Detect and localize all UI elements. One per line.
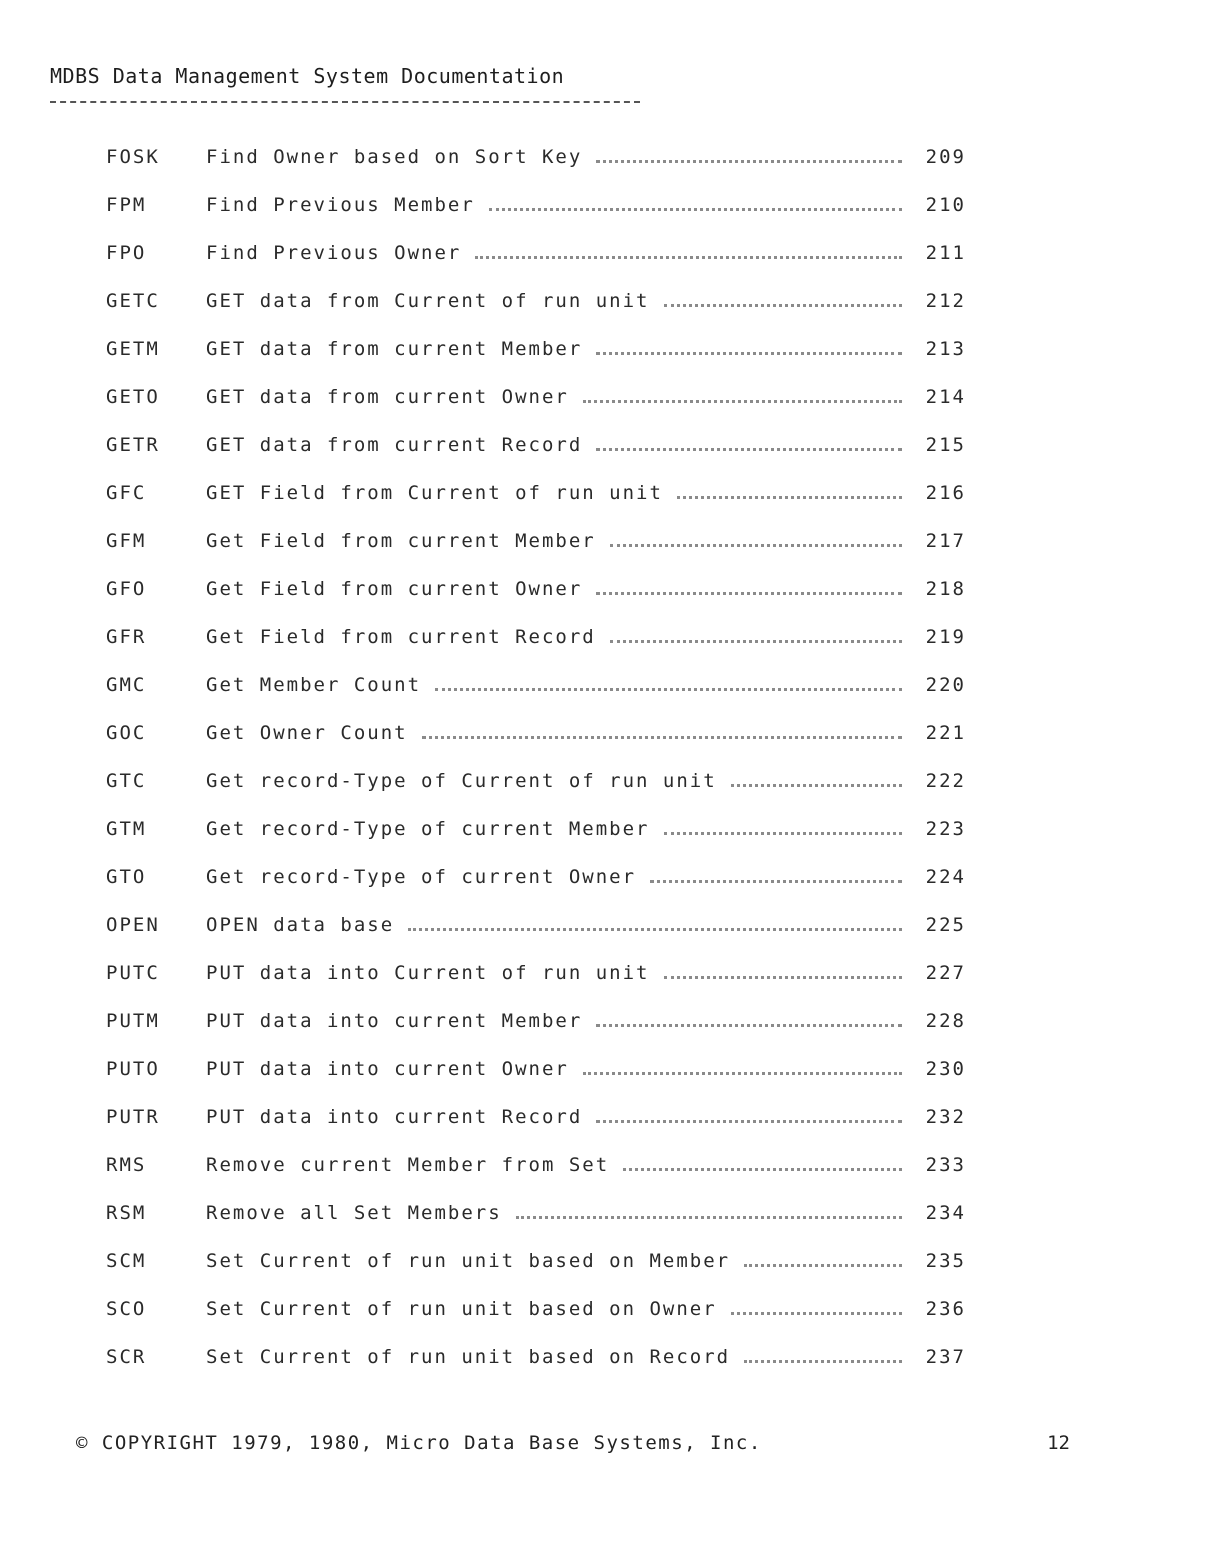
dot-leader (489, 208, 902, 211)
dot-leader (596, 1024, 902, 1027)
dot-leader (596, 1120, 902, 1123)
entry-description: Find Previous Member (206, 194, 475, 216)
toc-entry (106, 613, 966, 661)
dot-leader (596, 592, 902, 595)
dot-leader (583, 400, 902, 403)
entry-code: GFO (106, 578, 147, 600)
dot-leader (610, 544, 902, 547)
entry-page: 218 (925, 578, 966, 600)
entry-page: 211 (925, 242, 966, 264)
entry-description: Set Current of run unit based on Member (206, 1250, 731, 1272)
toc-entry (106, 1237, 966, 1285)
dot-leader (422, 736, 902, 739)
toc-entry (106, 133, 966, 181)
dot-leader (664, 976, 903, 979)
entry-code: OPEN (106, 914, 160, 936)
entry-description: Get record-Type of current Member (206, 818, 650, 840)
entry-code: FPO (106, 242, 147, 264)
toc-entry (106, 997, 966, 1045)
entry-page: 227 (925, 962, 966, 984)
entry-code: GETM (106, 338, 160, 360)
toc-entry (106, 1093, 966, 1141)
entry-page: 236 (925, 1298, 966, 1320)
dot-leader (435, 688, 902, 691)
entry-page: 214 (925, 386, 966, 408)
entry-page: 215 (925, 434, 966, 456)
entry-code: GFR (106, 626, 147, 648)
toc-entry (106, 1285, 966, 1333)
entry-code: RMS (106, 1154, 147, 1176)
entry-page: 234 (925, 1202, 966, 1224)
dot-leader (677, 496, 902, 499)
dot-leader (596, 160, 902, 163)
dot-leader (664, 304, 903, 307)
toc-entry (106, 949, 966, 997)
toc-entry (106, 709, 966, 757)
entry-code: GETR (106, 434, 160, 456)
toc-entry (106, 277, 966, 325)
entry-page: 212 (925, 290, 966, 312)
entry-code: GTM (106, 818, 147, 840)
entry-code: RSM (106, 1202, 147, 1224)
entry-page: 210 (925, 194, 966, 216)
entry-description: PUT data into current Record (206, 1106, 583, 1128)
entry-description: Get Field from current Owner (206, 578, 583, 600)
entry-page: 235 (925, 1250, 966, 1272)
entry-description: Remove current Member from Set (206, 1154, 610, 1176)
entry-description: Set Current of run unit based on Owner (206, 1298, 717, 1320)
dot-leader (731, 1312, 902, 1315)
dot-leader (731, 784, 902, 787)
toc-entry (106, 661, 966, 709)
dot-leader (610, 640, 902, 643)
entry-code: SCR (106, 1346, 147, 1368)
entry-description: GET data from Current of run unit (206, 290, 650, 312)
entry-code: FPM (106, 194, 147, 216)
toc-entry (106, 517, 966, 565)
toc-entry (106, 421, 966, 469)
toc-entry (106, 325, 966, 373)
entry-description: Find Previous Owner (206, 242, 462, 264)
toc-entry (106, 757, 966, 805)
toc-entry (106, 373, 966, 421)
toc-entry (106, 1141, 966, 1189)
entry-code: SCM (106, 1250, 147, 1272)
toc-entry (106, 853, 966, 901)
dot-leader (596, 448, 902, 451)
dot-leader (650, 880, 902, 883)
entry-description: GET data from current Record (206, 434, 583, 456)
entry-code: PUTM (106, 1010, 160, 1032)
entry-page: 228 (925, 1010, 966, 1032)
entry-description: GET data from current Owner (206, 386, 569, 408)
entry-page: 219 (925, 626, 966, 648)
entry-page: 213 (925, 338, 966, 360)
entry-page: 230 (925, 1058, 966, 1080)
entry-description: Get Field from current Record (206, 626, 596, 648)
entry-description: Get Owner Count (206, 722, 408, 744)
entry-page: 209 (925, 146, 966, 168)
entry-description: Get Field from current Member (206, 530, 596, 552)
entry-code: GTO (106, 866, 147, 888)
entry-page: 221 (925, 722, 966, 744)
dot-leader (664, 832, 903, 835)
entry-description: Get record-Type of Current of run unit (206, 770, 717, 792)
dot-leader (583, 1072, 902, 1075)
dot-leader (744, 1264, 902, 1267)
toc-entry (106, 805, 966, 853)
entry-description: Set Current of run unit based on Record (206, 1346, 731, 1368)
toc-list (106, 133, 966, 1381)
entry-page: 233 (925, 1154, 966, 1176)
entry-description: GET Field from Current of run unit (206, 482, 663, 504)
entry-description: GET data from current Member (206, 338, 583, 360)
toc-entry (106, 229, 966, 277)
entry-code: GFM (106, 530, 147, 552)
toc-entry (106, 1333, 966, 1381)
entry-code: GFC (106, 482, 147, 504)
page-header: MDBS Data Management System Documentation (50, 64, 565, 88)
entry-description: Get record-Type of current Owner (206, 866, 637, 888)
entry-code: GOC (106, 722, 147, 744)
copyright-footer: © COPYRIGHT 1979, 1980, Micro Data Base Systems, Inc. (76, 1432, 762, 1454)
dot-leader (596, 352, 902, 355)
entry-code: PUTC (106, 962, 160, 984)
entry-description: Get Member Count (206, 674, 422, 696)
entry-page: 225 (925, 914, 966, 936)
entry-code: PUTO (106, 1058, 160, 1080)
entry-code: GMC (106, 674, 147, 696)
entry-page: 220 (925, 674, 966, 696)
entry-code: GETC (106, 290, 160, 312)
entry-description: OPEN data base (206, 914, 395, 936)
entry-description: Find Owner based on Sort Key (206, 146, 583, 168)
entry-page: 224 (925, 866, 966, 888)
dot-leader (744, 1360, 902, 1363)
entry-code: GETO (106, 386, 160, 408)
toc-entry (106, 565, 966, 613)
toc-entry (106, 181, 966, 229)
toc-entry (106, 901, 966, 949)
entry-description: PUT data into current Owner (206, 1058, 569, 1080)
entry-code: GTC (106, 770, 147, 792)
toc-entry (106, 1189, 966, 1237)
entry-description: PUT data into Current of run unit (206, 962, 650, 984)
entry-page: 237 (925, 1346, 966, 1368)
entry-code: PUTR (106, 1106, 160, 1128)
entry-page: 232 (925, 1106, 966, 1128)
entry-page: 217 (925, 530, 966, 552)
entry-description: PUT data into current Member (206, 1010, 583, 1032)
entry-page: 216 (925, 482, 966, 504)
entry-page: 222 (925, 770, 966, 792)
entry-page: 223 (925, 818, 966, 840)
dot-leader (408, 928, 902, 931)
entry-description: Remove all Set Members (206, 1202, 502, 1224)
dot-leader (516, 1216, 902, 1219)
toc-entry (106, 1045, 966, 1093)
entry-code: FOSK (106, 146, 160, 168)
header-underline (50, 101, 640, 103)
dot-leader (623, 1168, 902, 1171)
dot-leader (475, 256, 902, 259)
entry-code: SCO (106, 1298, 147, 1320)
page-number: 12 (1047, 1432, 1070, 1454)
toc-entry (106, 469, 966, 517)
